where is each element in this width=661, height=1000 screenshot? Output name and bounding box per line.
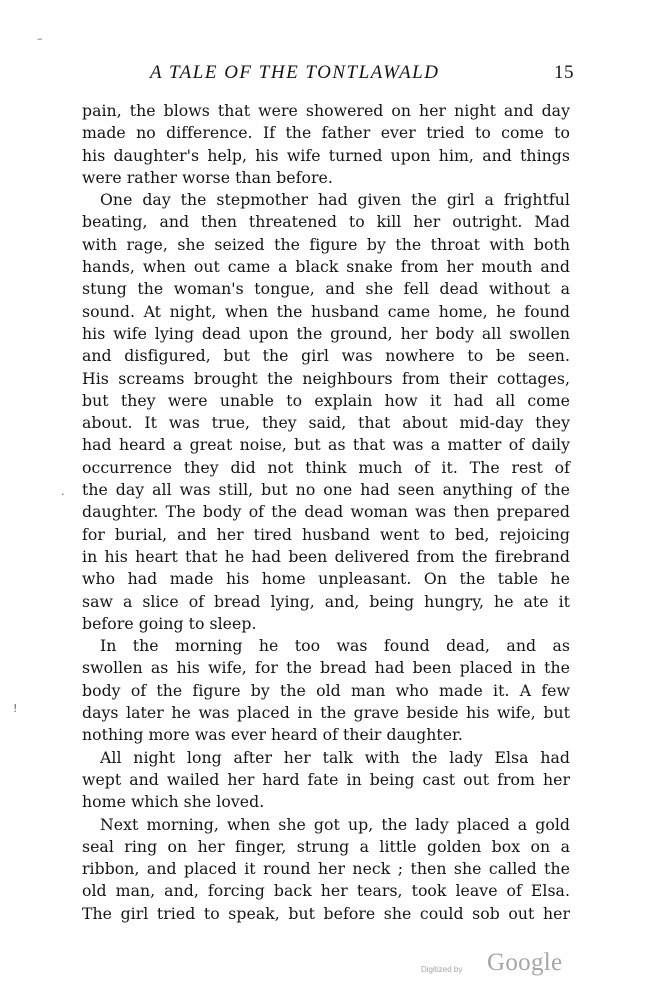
text-line: his wife lying dead upon the ground, her body all swollen <box>82 323 570 343</box>
text-line: swollen as his wife, for the bread had been placed in the <box>82 658 570 678</box>
text-line: One day the stepmother had given the girl a frightful <box>100 190 570 210</box>
running-head <box>82 62 574 92</box>
text-line: wept and wailed her hard fate in being cast out from her <box>82 769 570 789</box>
text-line: before going to sleep. <box>82 613 257 633</box>
text-line: All night long after her talk with the lady Elsa had <box>100 747 570 767</box>
text-line: with rage, she seized the figure by the throat with both <box>82 234 570 254</box>
text-line: occurrence they did not think much of it. The rest of <box>82 457 570 477</box>
text-line: for burial, and her tired husband went to bed, rejoicing <box>82 524 570 544</box>
text-line: Next morning, when she got up, the lady placed a gold <box>100 814 570 834</box>
body-text <box>82 100 570 925</box>
text-line: sound. At night, when the husband came home, he found <box>82 301 570 321</box>
text-line: made no difference. If the father ever tried to come to <box>82 123 570 143</box>
running-title: A TALE OF THE TONTLAWALD <box>150 62 440 83</box>
text-line: in his heart that he had been delivered from the firebrand <box>82 546 570 566</box>
text-line: stung the woman's tongue, and she fell dead without a <box>82 279 570 299</box>
text-line: about. It was true, they said, that about mid-day they <box>82 413 570 433</box>
watermark-brand: Google <box>487 949 563 976</box>
text-line: who had made his home unpleasant. On the table he <box>82 569 570 589</box>
text-line: seal ring on her finger, strung a little golden box on a <box>82 836 570 856</box>
text-line: his daughter's help, his wife turned upon him, and things <box>82 145 570 165</box>
page-number: 15 <box>554 62 574 83</box>
text-line: had heard a great noise, but as that was a matter of daily <box>82 435 570 455</box>
margin-mark: – <box>37 32 43 45</box>
text-line: but they were unable to explain how it had all come <box>82 390 570 410</box>
digitized-watermark <box>421 947 571 983</box>
text-line: In the morning he too was found dead, and as <box>100 636 570 656</box>
text-line: and disfigured, but the girl was nowhere to be seen. <box>82 346 570 366</box>
text-line: pain, the blows that were showered on her night and day <box>82 101 570 120</box>
text-line: beating, and then threatened to kill her outright. Mad <box>82 212 570 232</box>
text-line: daughter. The body of the dead woman was then prepared <box>82 502 570 522</box>
text-line: nothing more was ever heard of their daughter. <box>82 725 463 745</box>
text-line: the day all was still, but no one had seen anything of the <box>82 480 570 500</box>
text-line: The girl tried to speak, but before she could sob out her <box>82 903 570 923</box>
text-line: body of the figure by the old man who made it. A few <box>82 680 570 700</box>
text-line: ribbon, and placed it round her neck ; then she called the <box>82 859 570 879</box>
text-line: hands, when out came a black snake from her mouth and <box>82 257 570 277</box>
watermark-prefix: Digitized by <box>421 965 463 974</box>
text-line: saw a slice of bread lying, and, being hungry, he ate it <box>82 591 570 611</box>
text-line: were rather worse than before. <box>82 167 333 187</box>
text-line: home which she loved. <box>82 792 265 812</box>
text-line: His screams brought the neighbours from their cottages, <box>82 368 570 388</box>
margin-mark: · <box>61 488 65 501</box>
margin-mark: ! <box>13 702 18 715</box>
text-line: days later he was placed in the grave beside his wife, but <box>82 703 570 723</box>
text-line: old man, and, forcing back her tears, took leave of Elsa. <box>82 881 570 901</box>
